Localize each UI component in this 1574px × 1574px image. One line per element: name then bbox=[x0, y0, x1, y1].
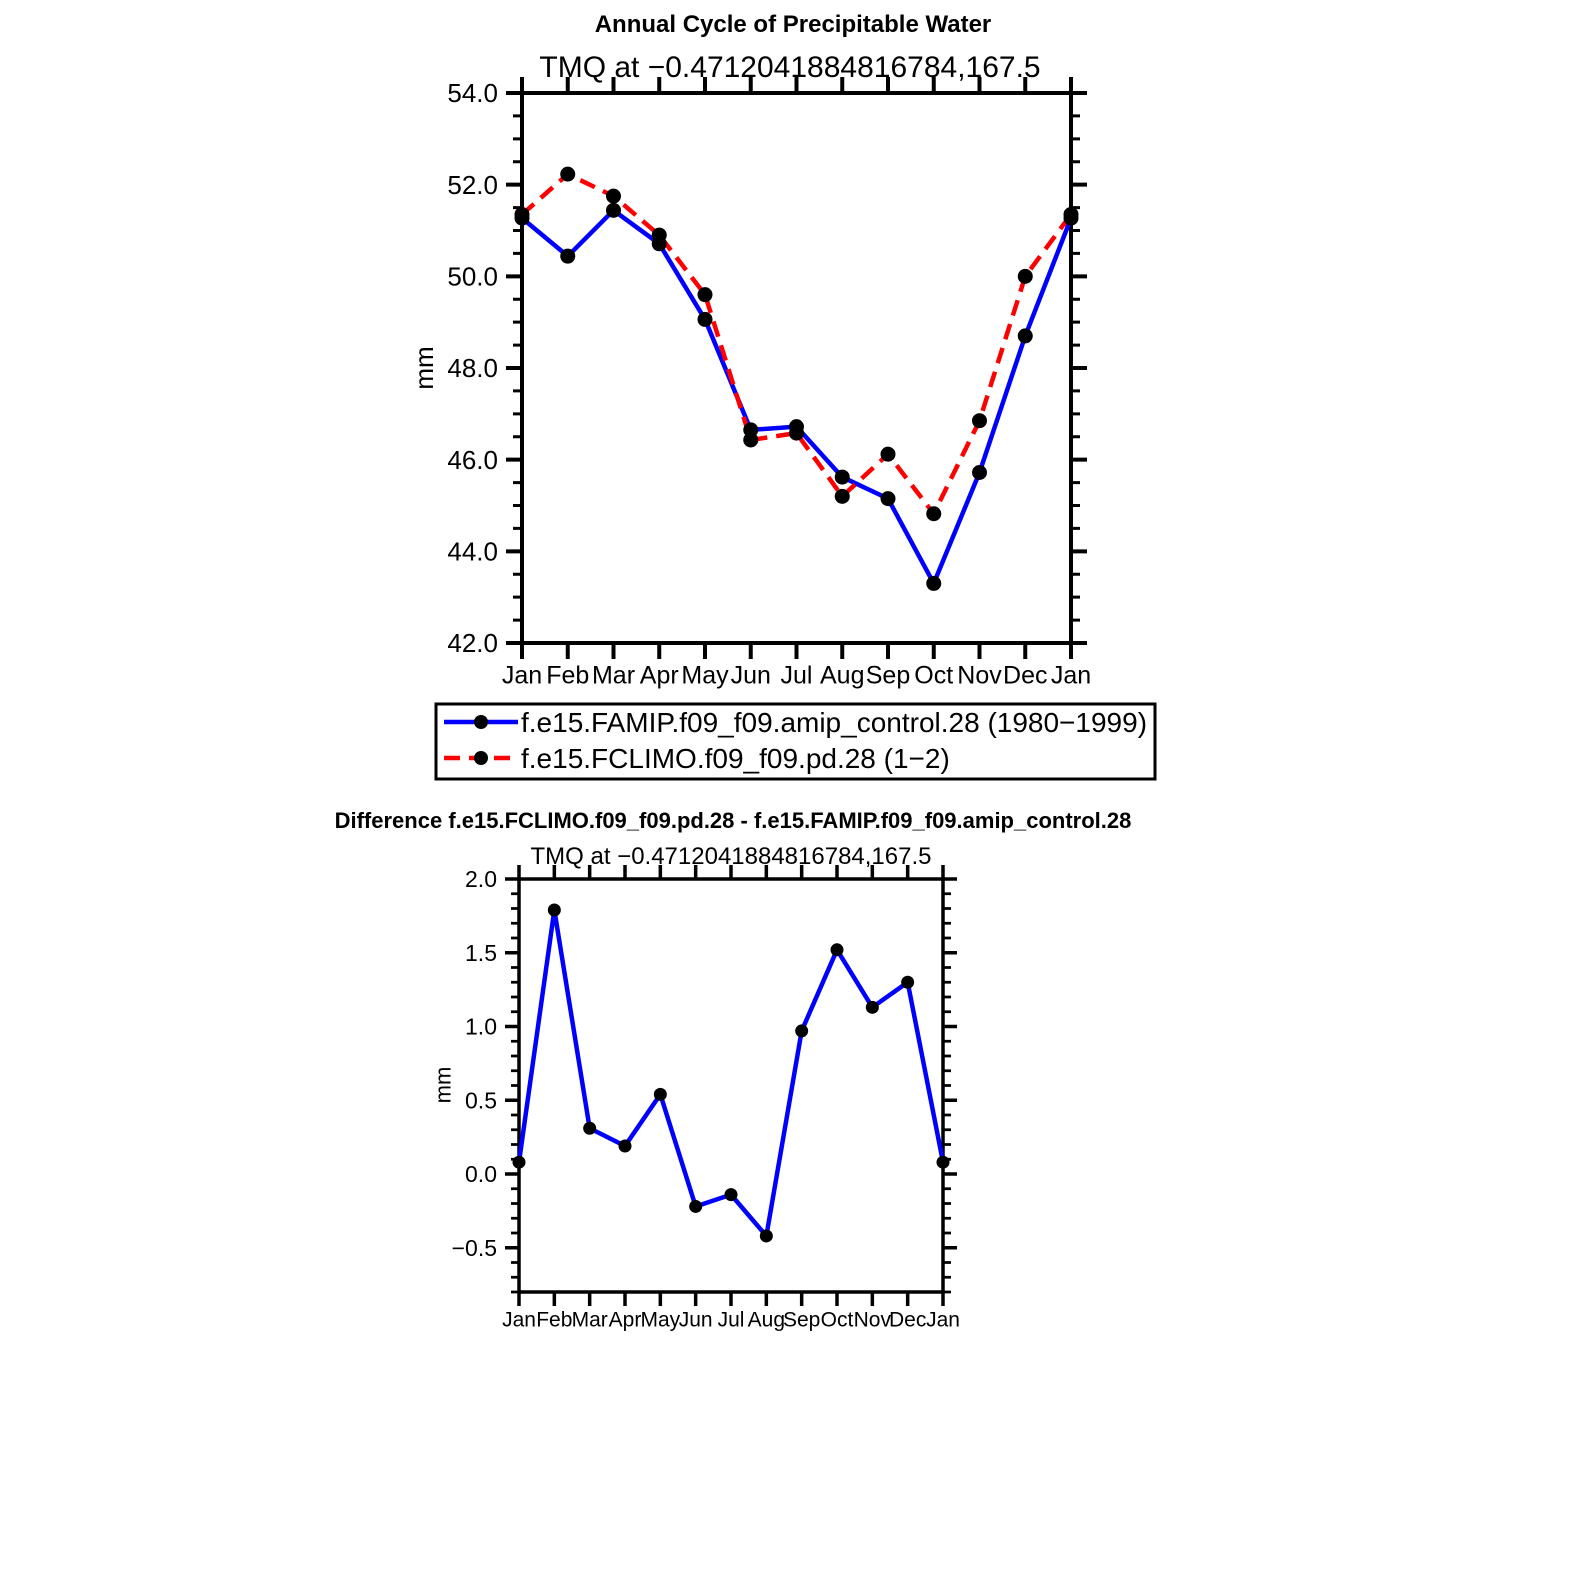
y-tick-label: −0.5 bbox=[451, 1234, 497, 1261]
month-label: Feb bbox=[546, 661, 590, 690]
month-label: Jun bbox=[730, 661, 771, 690]
data-point bbox=[926, 506, 941, 521]
legend-marker-famip bbox=[474, 715, 488, 729]
data-point bbox=[972, 465, 987, 480]
y-tick-label: 0.0 bbox=[465, 1161, 497, 1188]
month-label: Oct bbox=[914, 661, 954, 690]
data-point bbox=[972, 413, 987, 428]
month-label: Jan bbox=[1050, 661, 1092, 690]
chart2-title: Difference f.e15.FCLIMO.f09_f09.pd.28 - f.e15.FAMIP.f09_f09.amip_control.28 bbox=[334, 808, 1132, 833]
chart2-subtitle: TMQ at −0.4712041884816784,167.5 bbox=[530, 843, 932, 870]
data-point bbox=[698, 287, 713, 302]
data-point bbox=[725, 1188, 738, 1201]
chart2-plot-area bbox=[452, 865, 960, 1332]
month-label: Nov bbox=[957, 661, 1002, 690]
chart1-y-axis-label: mm bbox=[409, 346, 440, 390]
data-point bbox=[881, 447, 896, 462]
data-point bbox=[513, 1156, 526, 1169]
data-point bbox=[1018, 328, 1033, 343]
month-label: Sep bbox=[865, 661, 911, 690]
data-point bbox=[548, 903, 561, 916]
data-point bbox=[937, 1156, 950, 1169]
chart1-subtitle: TMQ at −0.4712041884816784,167.5 bbox=[539, 51, 1041, 84]
y-tick-label: 50.0 bbox=[447, 261, 498, 292]
data-point bbox=[831, 943, 844, 956]
data-point bbox=[652, 228, 667, 243]
data-point bbox=[606, 203, 621, 218]
month-label: Apr bbox=[608, 1308, 642, 1332]
y-tick-label: 2.0 bbox=[465, 866, 497, 893]
month-label: Jun bbox=[678, 1308, 713, 1332]
data-point bbox=[881, 491, 896, 506]
month-label: May bbox=[681, 661, 729, 690]
y-tick-label: 54.0 bbox=[447, 78, 498, 109]
data-point bbox=[901, 976, 914, 989]
data-point bbox=[515, 207, 530, 222]
data-point bbox=[606, 189, 621, 204]
data-point bbox=[698, 312, 713, 327]
data-point bbox=[835, 470, 850, 485]
data-point bbox=[926, 576, 941, 591]
data-point bbox=[689, 1200, 702, 1213]
series-line-1 bbox=[522, 174, 1071, 514]
data-point bbox=[835, 489, 850, 504]
month-label: Mar bbox=[571, 1308, 608, 1332]
month-label: Feb bbox=[536, 1308, 573, 1332]
month-label: Sep bbox=[782, 1308, 821, 1332]
data-point bbox=[560, 249, 575, 264]
data-point bbox=[560, 167, 575, 182]
data-point bbox=[1064, 207, 1079, 222]
data-point bbox=[654, 1088, 667, 1101]
chart1-title: Annual Cycle of Precipitable Water bbox=[594, 11, 992, 38]
axis-frame bbox=[522, 93, 1071, 643]
month-label: Jan bbox=[926, 1308, 960, 1332]
legend bbox=[436, 704, 1155, 779]
chart1-plot-area bbox=[447, 77, 1091, 690]
data-point bbox=[795, 1024, 808, 1037]
chart2-y-axis-label: mm bbox=[430, 1066, 456, 1104]
y-tick-label: 1.0 bbox=[465, 1013, 497, 1040]
month-label: Oct bbox=[820, 1308, 854, 1332]
data-point bbox=[760, 1229, 773, 1242]
month-label: Nov bbox=[853, 1308, 892, 1332]
month-label: Dec bbox=[1003, 661, 1048, 690]
data-point bbox=[583, 1122, 596, 1135]
month-label: Apr bbox=[639, 661, 679, 690]
month-label: Jul bbox=[780, 661, 813, 690]
y-tick-label: 46.0 bbox=[447, 444, 498, 475]
y-tick-label: 52.0 bbox=[447, 169, 498, 200]
month-label: Mar bbox=[591, 661, 636, 690]
series-line-0 bbox=[519, 910, 943, 1236]
data-point bbox=[866, 1001, 879, 1014]
legend-marker-fclimo bbox=[474, 751, 488, 765]
month-label: Aug bbox=[747, 1308, 786, 1332]
legend-label-fclimo: f.e15.FCLIMO.f09_f09.pd.28 (1−2) bbox=[521, 742, 950, 774]
month-label: Dec bbox=[888, 1308, 927, 1332]
legend-label-famip: f.e15.FAMIP.f09_f09.amip_control.28 (1980−1999) bbox=[521, 706, 1148, 738]
month-label: May bbox=[640, 1308, 681, 1332]
data-point bbox=[1018, 269, 1033, 284]
y-tick-label: 44.0 bbox=[447, 536, 498, 567]
y-tick-label: 42.0 bbox=[447, 628, 498, 659]
y-tick-label: 0.5 bbox=[465, 1087, 497, 1114]
y-tick-label: 48.0 bbox=[447, 353, 498, 384]
data-point bbox=[743, 432, 758, 447]
data-point bbox=[619, 1139, 632, 1152]
month-label: Aug bbox=[820, 661, 865, 690]
data-point bbox=[789, 426, 804, 441]
month-label: Jan bbox=[502, 1308, 536, 1332]
y-tick-label: 1.5 bbox=[465, 939, 497, 966]
month-label: Jan bbox=[501, 661, 543, 690]
month-label: Jul bbox=[717, 1308, 745, 1332]
